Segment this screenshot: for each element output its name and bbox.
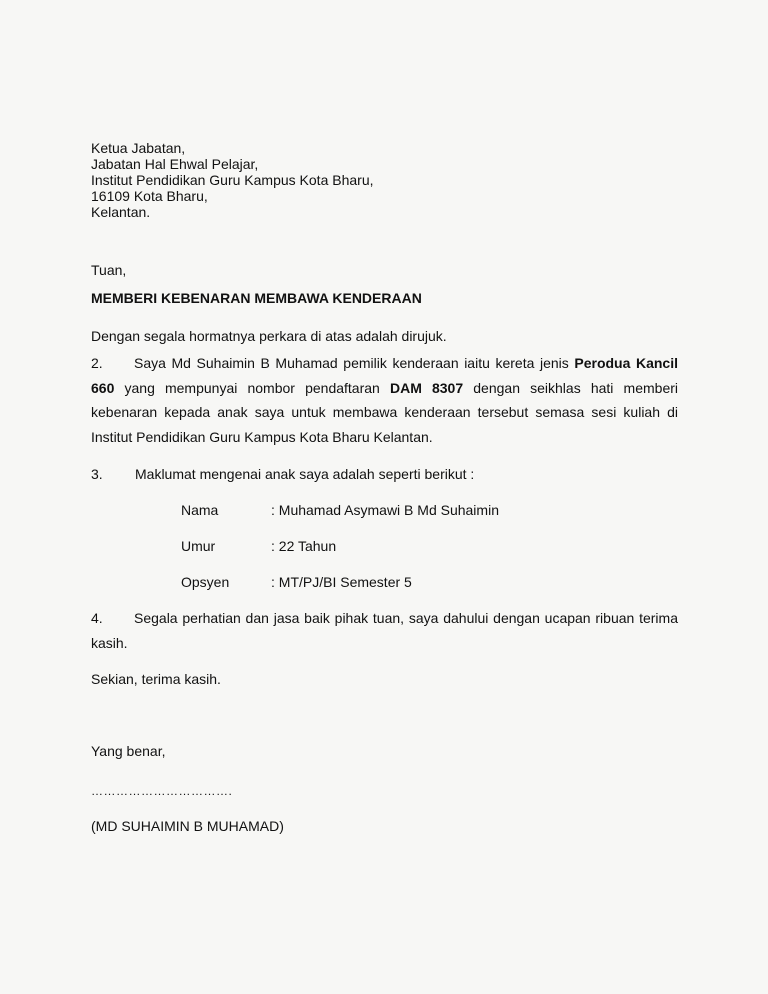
paragraph-text: Saya Md Suhaimin B Muhamad pemilik kenderaan iaitu kereta jenis <box>134 355 575 371</box>
paragraph-number: 2. <box>91 355 103 371</box>
signature-line: ……………………………. <box>91 784 233 798</box>
paragraph-2 <box>91 351 678 449</box>
paragraph-text: yang mempunyai nombor pendaftaran <box>114 379 390 396</box>
age-label: Umur <box>181 538 216 554</box>
closing-line: Sekian, terima kasih. <box>91 671 221 687</box>
paragraph-4 <box>91 606 678 655</box>
name-label: Nama <box>181 502 219 518</box>
signoff: Yang benar, <box>91 743 166 759</box>
address-line: 16109 Kota Bharu, <box>91 188 208 204</box>
car-model: Perodua Kancil 660 <box>91 355 678 396</box>
signatory-name: (MD SUHAIMIN B MUHAMAD) <box>91 818 284 834</box>
address-line: Kelantan. <box>91 204 151 220</box>
paragraph-number: 4. <box>91 610 103 626</box>
paragraph-3 <box>91 466 474 482</box>
option-label: Opsyen <box>181 574 230 590</box>
option-value: : MT/PJ/BI Semester 5 <box>271 574 412 590</box>
recipient-address <box>91 140 374 220</box>
paragraph-text: Maklumat mengenai anak saya adalah seperti berikut : <box>135 466 475 482</box>
paragraph-text: Segala perhatian dan jasa baik pihak tuan, saya dahului dengan ucapan ribuan terima kasih. <box>91 610 678 651</box>
salutation: Tuan, <box>91 262 127 278</box>
address-line: Ketua Jabatan, <box>91 140 186 156</box>
registration-number: DAM 8307 <box>389 379 464 396</box>
address-line: Institut Pendidikan Guru Kampus Kota Bharu, <box>91 172 374 188</box>
paragraph-number: 3. <box>91 466 103 482</box>
letter-subject: MEMBERI KEBENARAN MEMBAWA KENDERAAN <box>91 290 422 306</box>
name-value: : Muhamad Asymawi B Md Suhaimin <box>271 502 499 518</box>
age-value: : 22 Tahun <box>271 538 337 554</box>
address-line: Jabatan Hal Ehwal Pelajar, <box>91 156 259 172</box>
paragraph-text: dengan seikhlas hati memberi kebenaran kepada anak saya untuk membawa kenderaan tersebut semasa sesi kuliah di Institut Pendidikan Guru Kampus Kota Bharu Kelantan. <box>91 379 679 445</box>
intro-sentence: Dengan segala hormatnya perkara di atas adalah dirujuk. <box>91 328 447 344</box>
